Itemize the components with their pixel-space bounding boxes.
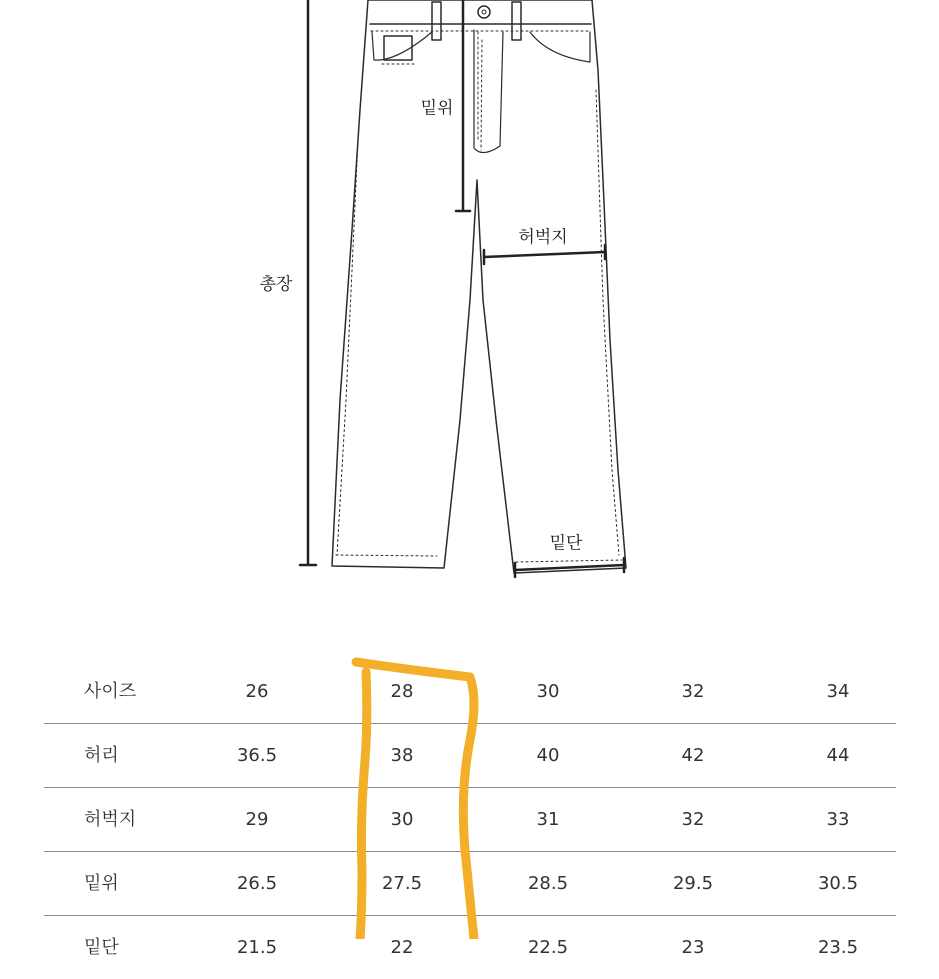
hem-line [515, 558, 624, 577]
table-cell: 27.5 [381, 873, 423, 894]
table-cell: 33 [826, 809, 850, 830]
table-cell: 26.5 [236, 873, 278, 894]
rise-line [456, 0, 470, 211]
table-cell: 21.5 [236, 937, 278, 958]
table-row [44, 916, 896, 979]
pocket-right [530, 32, 590, 62]
table-cell: 28.5 [527, 873, 569, 894]
table-cell: 40 [536, 745, 560, 766]
thigh-label: 허벅지 [518, 227, 568, 248]
table-cell: 42 [681, 745, 705, 766]
thigh-line [484, 245, 605, 264]
table-cell: 23.5 [817, 937, 859, 958]
coin-pocket [384, 36, 412, 60]
size-cell: 32 [681, 681, 705, 702]
table-cell: 31 [536, 809, 560, 830]
table-cell: 30 [390, 809, 414, 830]
hem-label: 밑단 [549, 533, 583, 554]
table-cell: 29.5 [672, 873, 714, 894]
row-label: 밑단 [84, 937, 119, 958]
rise-label: 밑위 [420, 98, 454, 119]
table-cell: 38 [390, 745, 414, 766]
table-row [44, 788, 896, 852]
total-length-line [300, 0, 316, 565]
table-cell: 29 [245, 809, 269, 830]
table-cell: 44 [826, 745, 850, 766]
row-label: 사이즈 [84, 681, 137, 702]
belt-loop-left [432, 2, 441, 40]
pants-outline [332, 0, 626, 573]
row-label: 밑위 [84, 873, 119, 894]
table-cell: 22.5 [527, 937, 569, 958]
table-cell: 22 [390, 937, 414, 958]
table-header-row [44, 660, 896, 724]
size-table [44, 660, 896, 979]
size-cell: 34 [826, 681, 850, 702]
row-label: 허리 [84, 745, 119, 766]
size-cell: 30 [536, 681, 560, 702]
size-cell: 28 [390, 681, 414, 702]
size-cell: 26 [245, 681, 269, 702]
table-cell: 32 [681, 809, 705, 830]
table-cell: 30.5 [817, 873, 859, 894]
table-cell: 23 [681, 937, 705, 958]
table-row [44, 852, 896, 916]
table-row [44, 724, 896, 788]
table-cell: 36.5 [236, 745, 278, 766]
belt-loop-right [512, 2, 521, 40]
row-label: 허벅지 [84, 809, 137, 830]
button [478, 6, 490, 18]
total-length-label: 총장 [259, 274, 293, 295]
